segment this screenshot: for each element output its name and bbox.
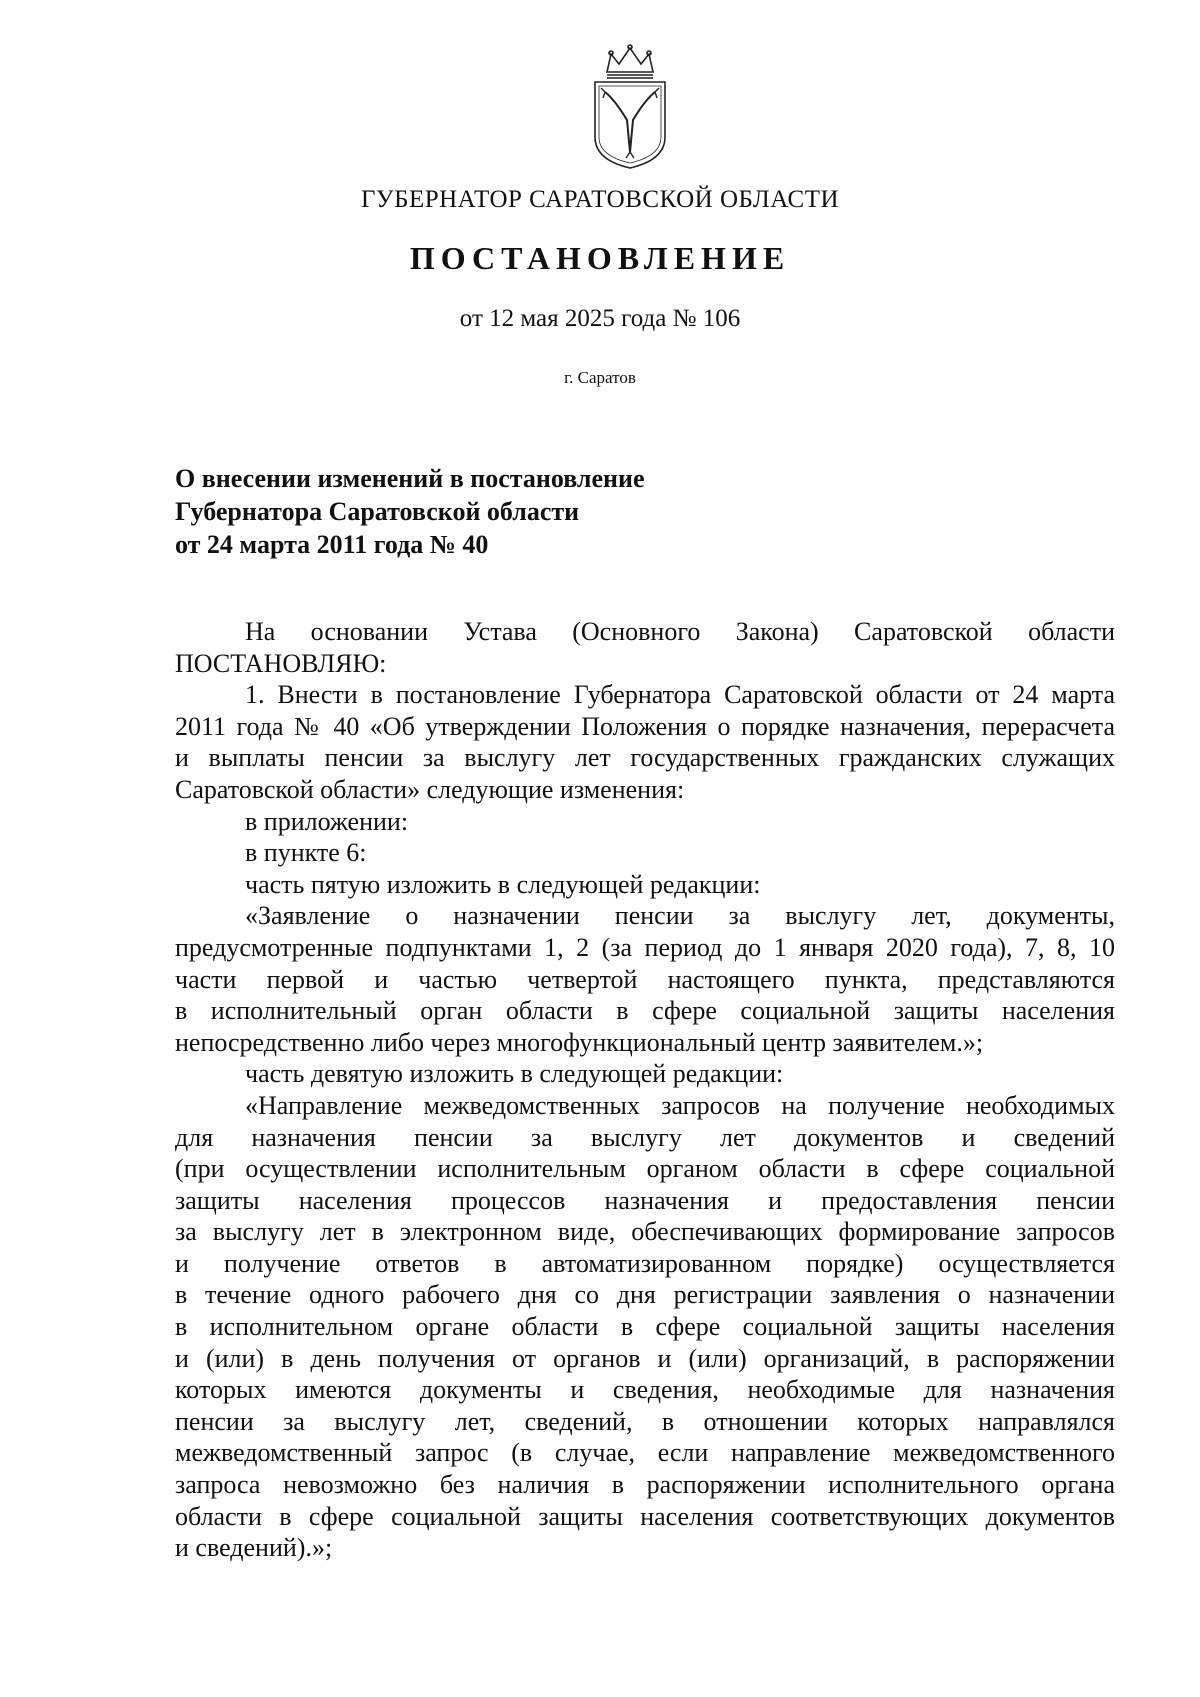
- document-date-number: от 12 мая 2025 года № 106: [459, 305, 741, 332]
- body-line: в приложении:: [245, 806, 409, 836]
- document-type: ПОСТАНОВЛЕНИЕ: [409, 240, 791, 276]
- title-line: Губернатора Саратовской области: [175, 497, 580, 526]
- document-city: г. Саратов: [564, 368, 636, 387]
- body-line: ПОСТАНОВЛЯЮ:: [175, 648, 387, 678]
- body-line: области в сфере социальной защиты населения соответствующих документов: [175, 1501, 1115, 1531]
- body-line: «Направление межведомственных запросов на получение необходимых: [245, 1090, 1115, 1120]
- document-body: [175, 616, 1115, 1564]
- body-line: «Заявление о назначении пенсии за выслугу лет, документы,: [245, 901, 1115, 931]
- body-line: и (или) в день получения от органов и (или) организаций, в распоряжении: [175, 1343, 1115, 1373]
- title-line: от 24 марта 2011 года № 40: [175, 530, 489, 559]
- body-line: 2011 года № 40 «Об утверждении Положения о порядке назначения, перерасчета: [175, 711, 1115, 741]
- saratov-coat-of-arms-icon: [585, 42, 675, 172]
- body-line: части первой и частью четвертой настоящего пункта, представляются: [175, 964, 1115, 994]
- body-line: и получение ответов в автоматизированном порядке) осуществляется: [175, 1248, 1115, 1278]
- body-line: 1. Внести в постановление Губернатора Саратовской области от 24 марта: [245, 680, 1115, 710]
- body-line: пенсии за выслугу лет, сведений, в отношении которых направлялся: [175, 1406, 1115, 1436]
- body-line: которых имеются документы и сведения, необходимые для назначения: [175, 1375, 1115, 1405]
- title-line: О внесении изменений в постановление: [175, 464, 645, 493]
- body-line: в исполнительном органе области в сфере социальной защиты населения: [175, 1312, 1115, 1342]
- body-line: в течение одного рабочего дня со дня регистрации заявления о назначении: [175, 1280, 1115, 1310]
- body-line: предусмотренные подпунктами 1, 2 (за период до 1 января 2020 года), 7, 8, 10: [175, 932, 1115, 962]
- document-title: [175, 462, 975, 561]
- body-line: часть девятую изложить в следующей редакции:: [245, 1059, 784, 1089]
- body-line: На основании Устава (Основного Закона) Саратовской области: [245, 617, 1115, 646]
- body-line: (при осуществлении исполнительным органом области в сфере социальной: [175, 1154, 1115, 1184]
- body-line: за выслугу лет в электронном виде, обеспечивающих формирование запросов: [175, 1217, 1115, 1247]
- issuing-authority: ГУБЕРНАТОР САРАТОВСКОЙ ОБЛАСТИ: [360, 186, 840, 213]
- body-line: межведомственный запрос (в случае, если направление межведомственного: [175, 1438, 1115, 1468]
- body-line: часть пятую изложить в следующей редакции:: [245, 869, 761, 899]
- body-line: и выплаты пенсии за выслугу лет государственных гражданских служащих: [175, 743, 1115, 773]
- body-line: Саратовской области» следующие изменения:: [175, 774, 685, 804]
- body-line: для назначения пенсии за выслугу лет документов и сведений: [175, 1122, 1115, 1152]
- body-line: и сведений).»;: [175, 1533, 333, 1563]
- body-line: в пункте 6:: [245, 838, 367, 868]
- body-line: защиты населения процессов назначения и предоставления пенсии: [175, 1185, 1115, 1215]
- body-line: в исполнительный орган области в сфере социальной защиты населения: [175, 996, 1115, 1026]
- body-line: запроса невозможно без наличия в распоряжении исполнительного органа: [175, 1470, 1115, 1500]
- body-line: непосредственно либо через многофункциональный центр заявителем.»;: [175, 1027, 984, 1057]
